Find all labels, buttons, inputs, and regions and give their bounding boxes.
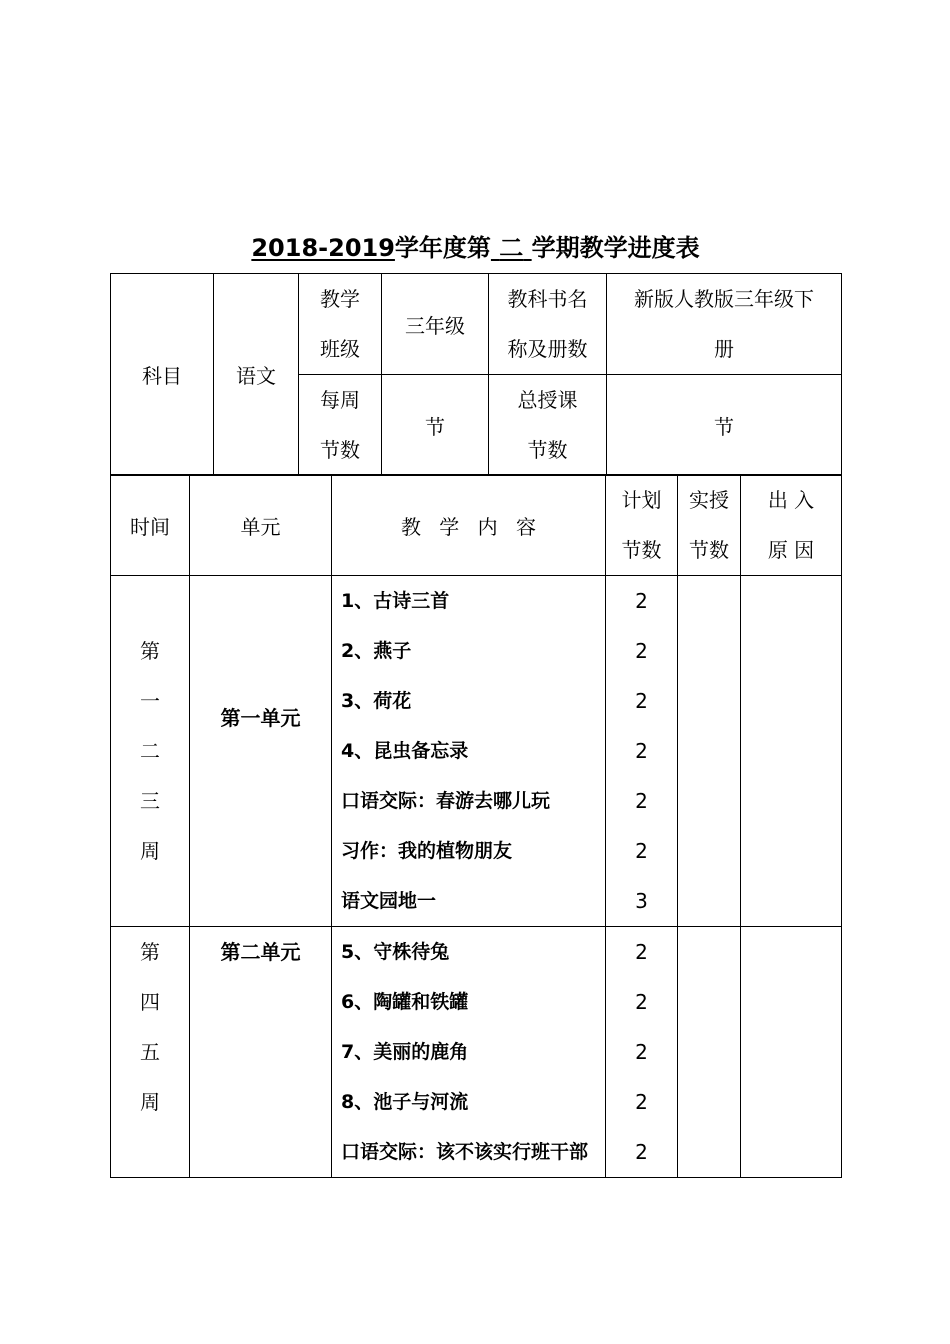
unit2-reason (741, 927, 842, 1178)
lesson-title: 口语交际：春游去哪儿玩 (341, 790, 551, 812)
lesson-title: 2、燕子 (341, 640, 412, 662)
lesson-title: 3、荷花 (341, 690, 412, 712)
weekly-label: 每周 节数 (299, 375, 382, 476)
weekly-value: 节 (382, 375, 489, 476)
book-value: 新版人教版三年级下 册 (607, 274, 842, 375)
class-value: 三年级 (382, 274, 489, 375)
subject-value: 语文 (214, 274, 299, 476)
lesson-title: 口语交际：该不该实行班干部 (341, 1141, 589, 1163)
total-label: 总授课 节数 (489, 375, 607, 476)
title-term: 二 (499, 234, 524, 262)
book-label: 教科书名 称及册数 (489, 274, 607, 375)
unit1-reason (741, 576, 842, 927)
unit1-weeks: 第 一 二 三 周 (111, 576, 190, 927)
header-reason: 出 入 原 因 (741, 475, 842, 576)
header-unit: 单元 (190, 475, 332, 576)
header-content: 教 学 内 容 (332, 475, 606, 576)
title-tail: 学期教学进度表 (531, 234, 700, 262)
header-planned: 计划 节数 (606, 475, 678, 576)
unit2-actual (678, 927, 741, 1178)
lesson-title: 6、陶罐和铁罐 (341, 991, 469, 1013)
unit1-planned: 2 2 2 2 2 2 3 (606, 576, 678, 927)
header-actual: 实授 节数 (678, 475, 741, 576)
lesson-title: 1、古诗三首 (341, 590, 450, 612)
info-table (110, 273, 842, 476)
total-value: 节 (607, 375, 842, 476)
unit2-name: 第二单元 (190, 927, 332, 1178)
title-mid: 学年度第 (394, 234, 491, 262)
unit2-planned: 2 2 2 2 2 (606, 927, 678, 1178)
unit2-lessons (332, 927, 606, 1178)
unit1-name: 第一单元 (190, 576, 332, 927)
lesson-title: 7、美丽的鹿角 (341, 1041, 469, 1063)
title-year: 2018-2019 (251, 234, 395, 262)
unit2-weeks: 第 四 五 周 (111, 927, 190, 1178)
lesson-title: 5、守株待兔 (341, 941, 450, 963)
unit1-actual (678, 576, 741, 927)
lesson-title: 8、池子与河流 (341, 1091, 469, 1113)
lesson-title: 语文园地一 (341, 890, 437, 912)
class-label: 教学 班级 (299, 274, 382, 375)
unit1-lessons (332, 576, 606, 927)
subject-label: 科目 (111, 274, 214, 476)
page-title (110, 228, 841, 268)
lesson-title: 习作：我的植物朋友 (341, 840, 513, 862)
header-time: 时间 (111, 475, 190, 576)
schedule-table (110, 474, 842, 1178)
lesson-title: 4、昆虫备忘录 (341, 740, 469, 762)
